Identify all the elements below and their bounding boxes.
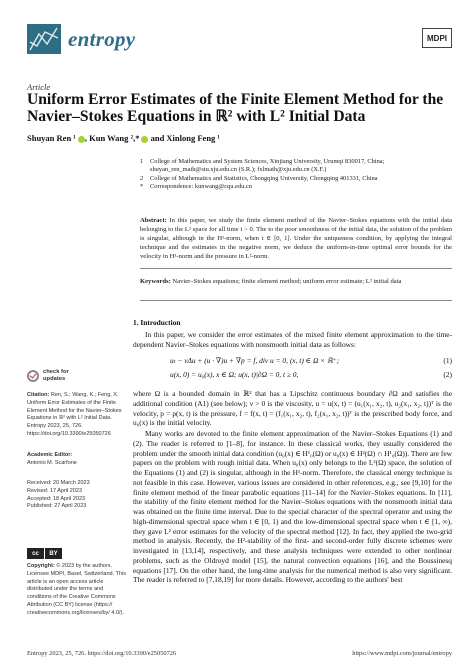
cc-icon: cc [27,548,44,559]
affiliation-item: 2 College of Mathematics and Statistics, Chongqing University, Chongqing 401331, China [140,174,378,182]
abstract-text: In this paper, we study the finite element method of the Navier–Stokes equations with the initial data belonging to the L² space for all time t > 0. The to the poor smoothness of the initial data, the solution of the problem is singular, although in the H¹-norm, when t ∈ [0, 1]. Under the uniqueness condition, by applying the integral technique and the estimates in the negative norm, we deduce the uniform-in-time optimal error bounds for the velocity in H¹-norm and the pressure in L²-norm. [140,217,452,260]
journal-header [27,10,452,72]
affiliation-item: shuyan_ren_math@stu.xju.edu.cn (S.R.); fxlmath@xju.edu.cn (X.F.) [150,166,327,174]
orcid-icon[interactable] [78,136,85,143]
publication-dates: Received: 20 March 2023 Revised: 17 April 2023 Accepted: 18 April 2023 Published: 27 April 2023 [27,480,90,510]
intro-paragraph-3: Many works are devoted to the finite element approximation of the Navier–Stokes Equations (1) and (2). The reader is referred to [1–8], for instance. In these classical works, they usually considered the problem under the smooth initial data condition (u₀(x) ∈ H¹₀(Ω) or u₀(x) ∈ H²(Ω) ∩ H¹₀(Ω)). There are few papers on the problem with rough initial data. When u₀(x) only belongs to the L²(Ω) space, the solution of the Equations (1) and (2) is singular, although in the H¹-norm. Therefore, the classical energy technique is not feasible in this case. However, various issues are considered in other references, e.g., see [9,10] for the finite element method of the linear parabolic equations [11–14] for the Navier–Stokes equations. In [11], the stability of the finite element method for the Navier–Stokes equations with the nonsmooth initial data was obtained on the finite time interval. Due to the special character of the spectral operator and using the high-dimensional spectral space when t ∈ [0, 1) and the low-dimensional spectral space when t ∈ [1, ∞), they gave L² error estimates for the velocity of the spectral method [12]. In fact, they applied the two-grid method in analysis. Recently, the H²-stability of the first- and second-order fully discrete schemes were investigated in [13,14], respectively, and these analysis techniques were extended to other nonlinear problems, such as the Oldroyd model [15], the natural convection equations [16], and the Boussinesq equations [17]. On the other hand, the long-time analysis for the numerical method is also very significant. The reader is referred to [7,18,19] for more details. However, according to the authors' best [133,429,452,585]
section-title: 1. Introduction [133,318,181,327]
journal-logo-icon [27,24,61,54]
publisher-logo: MDPI [422,28,452,48]
keywords-text: Navier–Stokes equations; finite element method; uniform error estimate; L² initial data [170,278,402,285]
check-for-updates-button[interactable]: check for updates [27,369,69,382]
author-3: and Xinlong Feng ¹ [148,133,220,143]
copyright-block: Copyright: © 2023 by the authors. Licensee MDPI, Basel, Switzerland. This article is an open access article distributed under the terms and conditions of the Creative Commons Attribution (CC BY) license (https:// creativecommons.org/licenses/by/ 4.0/). [27,563,126,616]
keywords [140,278,452,287]
affiliations [140,158,452,191]
footer-citation: Entropy 2023, 25, 726. https://doi.org/10.3390/e25050726 [27,650,177,657]
cc-license-badge[interactable] [27,548,62,559]
divider [140,268,452,269]
check-updates-icon [27,370,39,382]
author-1: Shuyan Ren ¹ [27,133,76,143]
author-list [27,133,220,143]
equation-1: uₜ − νΔu + (u · ∇)u + ∇p = f, div u = 0, (x, t) ∈ Ω × ℝ⁺; (1) [170,356,452,365]
paper-title: Uniform Error Estimates of the Finite Element Method for the Navier–Stokes Equations in ℝ² with L² Initial Data [27,91,444,125]
footer-journal-link[interactable]: https://www.mdpi.com/journal/entropy [352,650,452,657]
intro-paragraph-2: where Ω is a bounded domain in ℝ² that has a Lipschitz continuous boundary ∂Ω and satisfies the additional condition (A1) (see below); ν > 0 is the viscosity, u = u(x, t) = (u₁(x₁, x₂, t), u₂(x₁, x₂, t))ᵀ is the velocity, p = p(x, t) is the pressure, f = f(x, t) = (f₁(x₁, x₂, t), f₂(x₁, x₂, t))ᵀ is the prescribed body force, and u₀(x) is the initial velocity. [133,389,452,428]
page-footer [27,650,452,660]
equation-2: u(x, 0) = u₀(x), x ∈ Ω; u(x, t)|∂Ω = 0, t ≥ 0, (2) [170,370,452,379]
academic-editor: Academic Editor: Antonio M. Scarfone [27,452,77,466]
keywords-label: Keywords: [140,278,171,285]
citation-block: Citation: Ren, S.; Wang, K.; Feng, X. Uniform Error Estimates of the Finite Element Method for the Navier–Stokes Equations in ℝ² with L² Initial Data. Entropy 2023, 25, 726. https://doi.org/10.3390/e25050726 [27,392,122,437]
journal-name: entropy [68,27,136,51]
intro-paragraph-1: In this paper, we consider the error estimates of the mixed finite element approximation to the time-dependent Navier–Stokes equations with nonsmooth initial data as follows: [133,330,452,349]
abstract-label: Abstract: [140,217,167,224]
affiliation-item: * Correspondence: kunwang@cqu.edu.cn [140,182,252,190]
by-icon: BY [45,548,62,559]
author-2: , Kun Wang ²,* [84,133,140,143]
article-type: Article [27,82,51,92]
divider [140,300,452,301]
abstract [140,217,452,262]
affiliation-item: 1 College of Mathematics and System Sciences, Xinjiang University, Urumqi 830017, China; [140,158,385,165]
